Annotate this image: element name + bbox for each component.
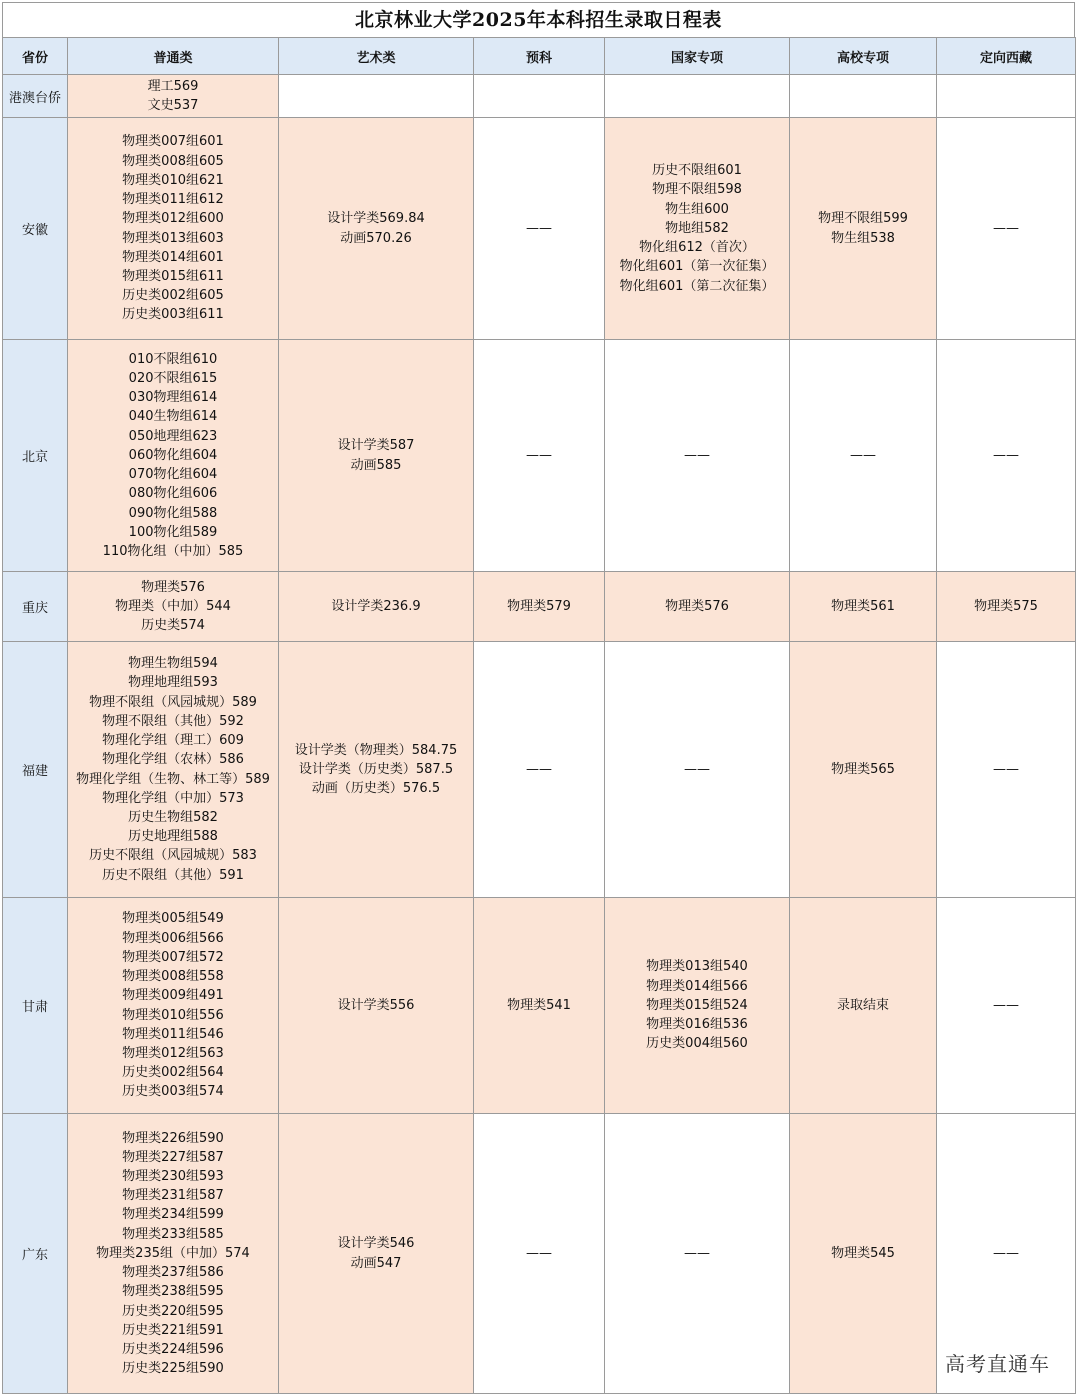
- cell-lines: [68, 1129, 278, 1379]
- cell-regular: [68, 340, 279, 572]
- cell-lines: [605, 957, 789, 1053]
- header-province: 省份: [3, 38, 68, 75]
- cell-line: 物理类012组563: [122, 1045, 224, 1061]
- cell-lines: [68, 350, 278, 561]
- cell-line: 物理类014组566: [646, 978, 748, 994]
- cell-university-special: [790, 1114, 937, 1394]
- cell-line: 物生组538: [831, 230, 895, 246]
- watermark-text: 高考直通车: [945, 1352, 1050, 1376]
- cell-line: 物理类010组621: [122, 172, 224, 188]
- cell-tibet-directed: [937, 118, 1076, 340]
- cell-line: ——: [684, 1245, 710, 1261]
- cell-line: 物化组601（第一次征集）: [619, 259, 775, 275]
- cell-national-special: [605, 75, 790, 118]
- table-body: [3, 75, 1076, 1394]
- cell-line: 物理类238组595: [122, 1284, 224, 1300]
- cell-line: 物生组600: [665, 201, 729, 217]
- cell-line: 物理类005组549: [122, 911, 224, 927]
- cell-line: 设计学类（物理类）584.75: [294, 742, 458, 758]
- cell-line: 080物化组606: [128, 486, 218, 502]
- cell-line: 物理类007组572: [122, 949, 224, 965]
- cell-line: 050地理组623: [128, 428, 218, 444]
- cell-preparatory: [474, 898, 605, 1114]
- cell-preparatory: [474, 1114, 605, 1394]
- table-row: [3, 572, 1076, 642]
- cell-lines: [68, 909, 278, 1101]
- cell-line: 物理类011组612: [122, 192, 224, 208]
- cell-line: 历史地理组588: [128, 829, 218, 845]
- cell-line: 物理类015组611: [122, 268, 224, 284]
- cell-line: 物理化学组（理工）609: [102, 733, 244, 749]
- cell-line: 物理类（中加）544: [115, 598, 231, 614]
- cell-lines: [937, 760, 1075, 779]
- cell-line: 物理类016组536: [646, 1017, 748, 1033]
- cell-lines: [937, 597, 1075, 616]
- province-cell: 北京: [3, 340, 68, 572]
- cell-line: 历史不限组601: [652, 163, 742, 179]
- cell-lines: [790, 209, 936, 247]
- cell-line: 物理类575: [974, 598, 1038, 614]
- cell-lines: [937, 1244, 1075, 1263]
- cell-line: ——: [850, 447, 876, 463]
- cell-line: 设计学类569.84: [327, 211, 425, 227]
- cell-line: 设计学类（历史类）587.5: [298, 761, 454, 777]
- cell-preparatory: [474, 118, 605, 340]
- cell-tibet-directed: [937, 898, 1076, 1114]
- cell-line: 物理生物组594: [128, 656, 218, 672]
- cell-line: 物地组582: [665, 220, 729, 236]
- cell-line: 040生物组614: [128, 409, 218, 425]
- cell-lines: [474, 219, 604, 238]
- header-university-special: 高校专项: [790, 38, 937, 75]
- cell-line: ——: [993, 761, 1019, 777]
- cell-line: 物理类561: [831, 598, 895, 614]
- cell-line: 物理化学组（生物、林工等）589: [76, 771, 270, 787]
- header-tibet-directed: 定向西藏: [937, 38, 1076, 75]
- cell-line: 动画547: [350, 1255, 402, 1271]
- cell-line: 历史类002组564: [122, 1065, 224, 1081]
- cell-line: 动画（历史类）576.5: [311, 781, 441, 797]
- cell-line: 物理不限组599: [818, 211, 908, 227]
- cell-lines: [790, 446, 936, 465]
- cell-tibet-directed: [937, 572, 1076, 642]
- province-cell: 港澳台侨: [3, 75, 68, 118]
- cell-tibet-directed: [937, 642, 1076, 898]
- cell-lines: [474, 760, 604, 779]
- cell-lines: [605, 1244, 789, 1263]
- cell-line: 设计学类546: [337, 1236, 415, 1252]
- cell-line: 物理类576: [665, 598, 729, 614]
- header-preparatory: 预科: [474, 38, 605, 75]
- cell-lines: [937, 219, 1075, 238]
- cell-line: 物理类231组587: [122, 1188, 224, 1204]
- cell-lines: [279, 436, 473, 474]
- cell-art: [279, 572, 474, 642]
- province-cell: 安徽: [3, 118, 68, 340]
- cell-lines: [68, 654, 278, 884]
- cell-line: 物理类012组600: [122, 211, 224, 227]
- cell-line: ——: [993, 1245, 1019, 1261]
- table-row: [3, 340, 1076, 572]
- cell-lines: [790, 996, 936, 1015]
- cell-line: 历史类574: [141, 618, 205, 634]
- cell-national-special: [605, 118, 790, 340]
- cell-line: 物理不限组598: [652, 182, 742, 198]
- cell-line: 物化组601（第二次征集）: [619, 278, 775, 294]
- cell-line: 020不限组615: [128, 371, 218, 387]
- cell-art: [279, 75, 474, 118]
- cell-line: 物理类008组605: [122, 153, 224, 169]
- cell-line: 物理不限组（风园城规）589: [89, 694, 257, 710]
- cell-line: 物理类233组585: [122, 1226, 224, 1242]
- cell-lines: [790, 1244, 936, 1263]
- cell-line: 历史类225组590: [122, 1361, 224, 1377]
- cell-lines: [68, 132, 278, 324]
- cell-line: 理工569: [147, 78, 199, 94]
- cell-line: 物理化学组（农林）586: [102, 752, 244, 768]
- cell-national-special: [605, 340, 790, 572]
- cell-preparatory: [474, 642, 605, 898]
- cell-line: 历史类221组591: [122, 1322, 224, 1338]
- cell-line: 070物化组604: [128, 467, 218, 483]
- cell-regular: [68, 572, 279, 642]
- cell-line: 110物化组（中加）585: [102, 543, 244, 559]
- cell-line: 历史生物组582: [128, 809, 218, 825]
- cell-line: 历史类003组611: [122, 307, 224, 323]
- cell-line: 物理化学组（中加）573: [102, 790, 244, 806]
- table-row: [3, 898, 1076, 1114]
- cell-line: ——: [526, 1245, 552, 1261]
- cell-line: 物理类576: [141, 579, 205, 595]
- cell-university-special: [790, 642, 937, 898]
- cell-lines: [279, 996, 473, 1015]
- cell-line: 090物化组588: [128, 505, 218, 521]
- cell-tibet-directed: [937, 75, 1076, 118]
- cell-line: 物理类010组556: [122, 1007, 224, 1023]
- cell-line: 动画570.26: [340, 230, 412, 246]
- cell-preparatory: [474, 75, 605, 118]
- cell-line: 物理类007组601: [122, 134, 224, 150]
- cell-line: 历史类224组596: [122, 1341, 224, 1357]
- cell-line: 物理类541: [507, 997, 571, 1013]
- cell-lines: [279, 597, 473, 616]
- cell-line: 动画585: [350, 457, 402, 473]
- header-national-special: 国家专项: [605, 38, 790, 75]
- cell-line: ——: [526, 447, 552, 463]
- cell-line: 历史类004组560: [646, 1036, 748, 1052]
- cell-line: 历史不限组（风园城规）583: [89, 848, 257, 864]
- cell-line: 010不限组610: [128, 351, 218, 367]
- cell-line: 历史不限组（其他）591: [102, 867, 244, 883]
- cell-line: ——: [993, 220, 1019, 236]
- province-cell: 广东: [3, 1114, 68, 1394]
- cell-line: 历史类220组595: [122, 1303, 224, 1319]
- cell-regular: [68, 75, 279, 118]
- cell-art: [279, 642, 474, 898]
- cell-line: 物理类545: [831, 1245, 895, 1261]
- cell-lines: [474, 1244, 604, 1263]
- cell-regular: [68, 118, 279, 340]
- cell-art: [279, 340, 474, 572]
- cell-line: 物理类006组566: [122, 930, 224, 946]
- cell-regular: [68, 898, 279, 1114]
- cell-line: 物理类014组601: [122, 249, 224, 265]
- cell-line: 物化组612（首次）: [639, 240, 755, 256]
- cell-lines: [474, 446, 604, 465]
- table-row: [3, 1114, 1076, 1394]
- header-regular: 普通类: [68, 38, 279, 75]
- cell-line: 物理类013组540: [646, 959, 748, 975]
- cell-lines: [605, 446, 789, 465]
- cell-line: 历史类003组574: [122, 1084, 224, 1100]
- cell-lines: [790, 597, 936, 616]
- cell-line: 物理类235组（中加）574: [96, 1245, 250, 1261]
- cell-lines: [68, 77, 278, 115]
- page-title: 北京林业大学2025年本科招生录取日程表: [2, 2, 1075, 37]
- table-row: [3, 75, 1076, 118]
- cell-line: 物理类237组586: [122, 1265, 224, 1281]
- cell-line: 物理类230组593: [122, 1169, 224, 1185]
- schedule-frame: [2, 2, 1075, 1394]
- cell-lines: [474, 996, 604, 1015]
- cell-line: 物理类013组603: [122, 230, 224, 246]
- cell-line: 历史类002组605: [122, 288, 224, 304]
- header-art: 艺术类: [279, 38, 474, 75]
- cell-line: 060物化组604: [128, 447, 218, 463]
- cell-university-special: [790, 898, 937, 1114]
- cell-line: 030物理组614: [128, 390, 218, 406]
- cell-preparatory: [474, 572, 605, 642]
- cell-national-special: [605, 572, 790, 642]
- cell-line: 物理类011组546: [122, 1026, 224, 1042]
- cell-art: [279, 1114, 474, 1394]
- cell-line: ——: [684, 761, 710, 777]
- cell-line: 物理不限组（其他）592: [102, 713, 244, 729]
- table-row: [3, 642, 1076, 898]
- cell-university-special: [790, 340, 937, 572]
- cell-line: ——: [526, 761, 552, 777]
- cell-line: ——: [993, 997, 1019, 1013]
- cell-national-special: [605, 1114, 790, 1394]
- cell-line: 100物化组589: [128, 524, 218, 540]
- cell-lines: [279, 741, 473, 799]
- table-row: [3, 118, 1076, 340]
- cell-lines: [605, 161, 789, 295]
- province-cell: 甘肃: [3, 898, 68, 1114]
- cell-line: ——: [993, 447, 1019, 463]
- cell-lines: [68, 578, 278, 636]
- cell-national-special: [605, 898, 790, 1114]
- cell-line: ——: [526, 220, 552, 236]
- cell-lines: [605, 760, 789, 779]
- cell-lines: [605, 597, 789, 616]
- cell-line: 物理类009组491: [122, 988, 224, 1004]
- cell-line: 录取结束: [836, 997, 889, 1013]
- cell-lines: [474, 597, 604, 616]
- cell-university-special: [790, 75, 937, 118]
- cell-line: 设计学类236.9: [331, 598, 421, 614]
- cell-lines: [279, 1234, 473, 1272]
- cell-university-special: [790, 572, 937, 642]
- cell-art: [279, 118, 474, 340]
- cell-university-special: [790, 118, 937, 340]
- cell-line: 物理类015组524: [646, 997, 748, 1013]
- cell-line: 设计学类587: [337, 438, 415, 454]
- cell-line: 物理类579: [507, 598, 571, 614]
- cell-line: 物理类008组558: [122, 969, 224, 985]
- cell-regular: [68, 1114, 279, 1394]
- cell-line: 物理类227组587: [122, 1149, 224, 1165]
- cell-national-special: [605, 642, 790, 898]
- cell-line: 设计学类556: [337, 997, 415, 1013]
- cell-line: 文史537: [147, 98, 199, 113]
- cell-tibet-directed: [937, 340, 1076, 572]
- cell-art: [279, 898, 474, 1114]
- cell-line: 物理类234组599: [122, 1207, 224, 1223]
- cell-lines: [279, 209, 473, 247]
- schedule-table: [2, 37, 1076, 1394]
- cell-line: 物理地理组593: [128, 675, 218, 691]
- cell-regular: [68, 642, 279, 898]
- cell-lines: [937, 996, 1075, 1015]
- cell-line: 物理类226组590: [122, 1130, 224, 1146]
- cell-preparatory: [474, 340, 605, 572]
- cell-lines: [790, 760, 936, 779]
- cell-lines: [937, 446, 1075, 465]
- cell-line: 物理类565: [831, 761, 895, 777]
- cell-line: ——: [684, 447, 710, 463]
- province-cell: 福建: [3, 642, 68, 898]
- province-cell: 重庆: [3, 572, 68, 642]
- header-row: [3, 38, 1076, 75]
